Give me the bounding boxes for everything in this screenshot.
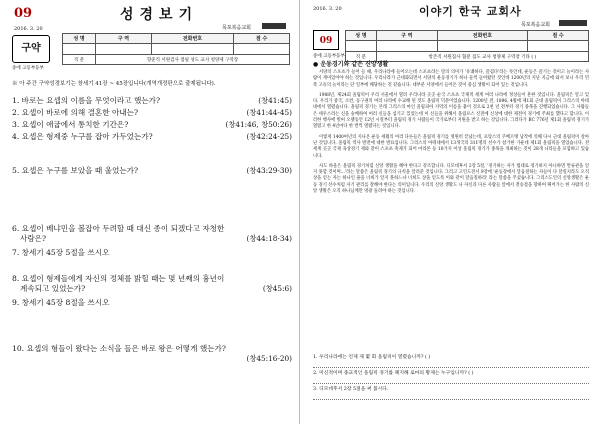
role-options: 향준직 서원검사 점필 성도 교사 청양제 구역장 — [96, 55, 290, 65]
issue-date: 2016. 3. 20 — [313, 6, 342, 12]
name-input-cell[interactable] — [346, 41, 377, 52]
score-input-cell[interactable] — [234, 44, 290, 55]
page-title: 이야기 한국 교회사 — [419, 5, 522, 18]
district-input-cell[interactable] — [376, 41, 437, 52]
col-score: 점 수 — [528, 31, 589, 41]
student-info-table — [62, 33, 290, 65]
question-6: 6. 요셉이 베냐민을 볼잡아 두려할 때 대신 종이 되겠다고 자청한 사람은? (창44:18-34) — [12, 224, 292, 243]
section-title: ● 운동경기와 같은 신앙생활 — [313, 61, 389, 68]
question-2: 2. 요셉이 바로에 의해 결혼한 아내는? (창41:44-45) — [12, 108, 292, 117]
quiz-section — [313, 352, 589, 400]
col-name: 성 명 — [63, 34, 96, 44]
issue-number-badge: 09 — [313, 30, 339, 50]
right-page — [301, 0, 600, 424]
score-input-cell[interactable] — [528, 41, 589, 52]
badge-subtitle: 중에 고등부등부 — [313, 54, 345, 59]
question-9: 9. 창세기 45장 8절을 쓰시오 — [12, 298, 110, 307]
page-title: 성경보기 — [120, 7, 199, 23]
question-list — [12, 96, 292, 368]
paragraph: 사도 바울은 올림픽 경기처럼 신앙 생활을 해야 한다고 강조합니다. 디모데후서 2장 5절, '경기하는 자가 법대로 경기하지 아니하면 면류관을 얻지 못할 것이며...'라는 말씀은 올림픽 경기의 규칙을 알려준 것입니다. 그리고 고린도전서 9장에 '운동장에서 달음질하는 자들이 다 달릴지라도 오직 상을 얻는 자는 하나인 줄을 너희가 알지 못하느냐 너희도 상을 얻도록 이와 같이 달음질하라' 라는 말씀을 주셨습니다. 그리스도인의 신앙생활은 운동 경기 선수처럼 자기 관리를 잘해야 한다는 의미입니다. 우리의 신앙 생활도 나 자신과 다른 사람들 앞에서 결승점을 향하여 뛰어가는 한 사람의 신앙 생활은 오직 하나님께만 영광 돌려야 하는 것입니다. — [313, 163, 589, 195]
quiz-item-1[interactable]: 1. 우리나라에는 언제 제 몇 회 올림픽이 열렸습니까? ( ) — [313, 352, 589, 368]
publisher: 목포복음교회 — [521, 22, 550, 28]
col-district: 구 역 — [376, 31, 437, 41]
student-info-table — [345, 30, 589, 62]
col-phone: 전화번호 — [151, 34, 234, 44]
badge-subtitle: 중에 고등부등부 — [12, 66, 44, 71]
col-district: 구 역 — [96, 34, 152, 44]
section-badge: 구약 — [12, 35, 50, 63]
publisher: 목포복음교회 — [222, 25, 251, 31]
question-7: 7. 창세기 45장 5절을 쓰시오 — [12, 248, 110, 257]
question-3: 3. 요셉이 애굽에서 통치한 기간은? (창41:46, 창50:26) — [12, 120, 292, 129]
issue-number: 09 — [14, 6, 33, 21]
question-4: 4. 요셉은 형제중 누구를 잡아 가두었는가? (창42:24-25) — [12, 132, 292, 141]
question-1: 1. 바로는 요셉의 이름을 무엇이라고 했는가? (창41:45) — [12, 96, 292, 105]
role-options: 항존직 서원집사 협분 집도 교사 청양제 구역장 기타 ( ) — [376, 52, 588, 62]
phone-input-cell[interactable] — [151, 44, 234, 55]
paragraph: 이렇게 1400여년의 지나온 운동 세월의 여러 다른들은 올림픽 경기를 영원히 끝났는데, 프랑스의 쿠베르탱 남작에 의해 다시 근대 올림픽이 살아난 것입니다. 올림픽 역사 발전에 대한 발표입니다. 그리스의 아테네에서 13개국의 311명의 선수가 참가한 가운데 제1회 올림픽을 열었습니다. 전 세계 곳곳 국제 육상경기 제와 같이 스포츠 축제가 되어 마라톤 등 10가지 이상 올림픽 경기가 종목을 개최하는 것이 28개 나라들을 포함하고 있습니다. — [313, 134, 589, 159]
article-body — [313, 70, 589, 198]
col-score: 점 수 — [234, 34, 290, 44]
question-5: 5. 요셉은 누구를 보았을 때 울었는가? (창43:29-30) — [12, 166, 292, 175]
role-label: 직 분 — [63, 55, 96, 65]
church-logo — [559, 20, 587, 26]
paragraph: 서양의 스포츠가 들어 들 때, 우리나라에 들어오는데 스포츠라는 말의 의미가 '유쾌하다, 즐겁다'라는 뜻인데, 운동은 즐기는 것이고 놀이라는 사람이 재미있어야 하는 것입니다. 우리나라가 근대화되면서 서양의 운동경기가 하나 둘씩 들어왔던 것인데 1200년의 지난 지금에 와서 보니 우리 민족 고유의 놀이라는 단 일부에 해당하는 것 같습니다. 대부분 서양에서 들어온 것이 중심 생활이 되어 있는 것입니다. — [313, 70, 589, 88]
role-label: 직 분 — [346, 52, 377, 62]
question-10: 10. 요셉의 형들이 왔다는 소식을 들은 바로 왕은 어떻게 했는가? (창45:16-20) — [12, 344, 292, 363]
intro-note: ※ 아 주간 구약성경보기는 창세기 41장 ~ 45장입니다(개역개정판으로 출제됩니다). — [12, 81, 216, 87]
name-input-cell[interactable] — [63, 44, 96, 55]
issue-date: 2016. 3. 20 — [14, 26, 43, 32]
quiz-item-3[interactable]: 3. 디모데후서 2장 5절을 써 봅시다. — [313, 384, 589, 400]
church-logo — [262, 23, 286, 29]
question-8: 8. 요셉이 형제들에게 자신의 정체를 밝힐 때는 몇 년째의 흉년이 계속되고 있었는가? (창45:6) — [12, 274, 292, 293]
district-input-cell[interactable] — [96, 44, 152, 55]
paragraph: 1988년, 제24회 올림픽이 우리 서울에서 열려 우리나라 곳곳 순국 스포츠 국제적 세계 여러 나라에 정상들이 흔한 것입니다. 올림픽은 알고 있다. 우리가 중국, 소련, 동구권의 여러 나라에 수교해 된 것도 올림픽 덕분이었습니다. 1200년 전, 1896, 4월에 제1회 근대 올림픽이 그리스의 아테네에서 열렸습니다. 올림픽 경기는 본래 그리스의 마인 올림피아 지역의 이름을 붙이 것으로 2천 년 전부터 경기 종목을 진행되었습니다. 그 사람들은 세우스라는 신을 숭배하여 여러 신들을 섬기고 있었는데 이 신들을 위해서 올림포스 신전에 신상에 대한 제전이 경기에 주최를 했다고 합니다. 이러한 행사에 벌써 오랫동안 12년 시절부터 올림픽 경기 사람들이 국가로부터 지원을 받고 하는 것입니다. 그러다가 BC 776년 제1회 올림픽 경기가 열렸고 한 4년마다 한 번씩 열렸다는 것입니다. — [313, 92, 589, 130]
quiz-item-2[interactable]: 2. 미신적이며 종교적인 올림픽 경기를 폐지해 로마의 황제는 누구입니까? ( ) — [313, 368, 589, 384]
col-name: 성 명 — [346, 31, 377, 41]
col-phone: 전화번호 — [437, 31, 527, 41]
phone-input-cell[interactable] — [437, 41, 527, 52]
